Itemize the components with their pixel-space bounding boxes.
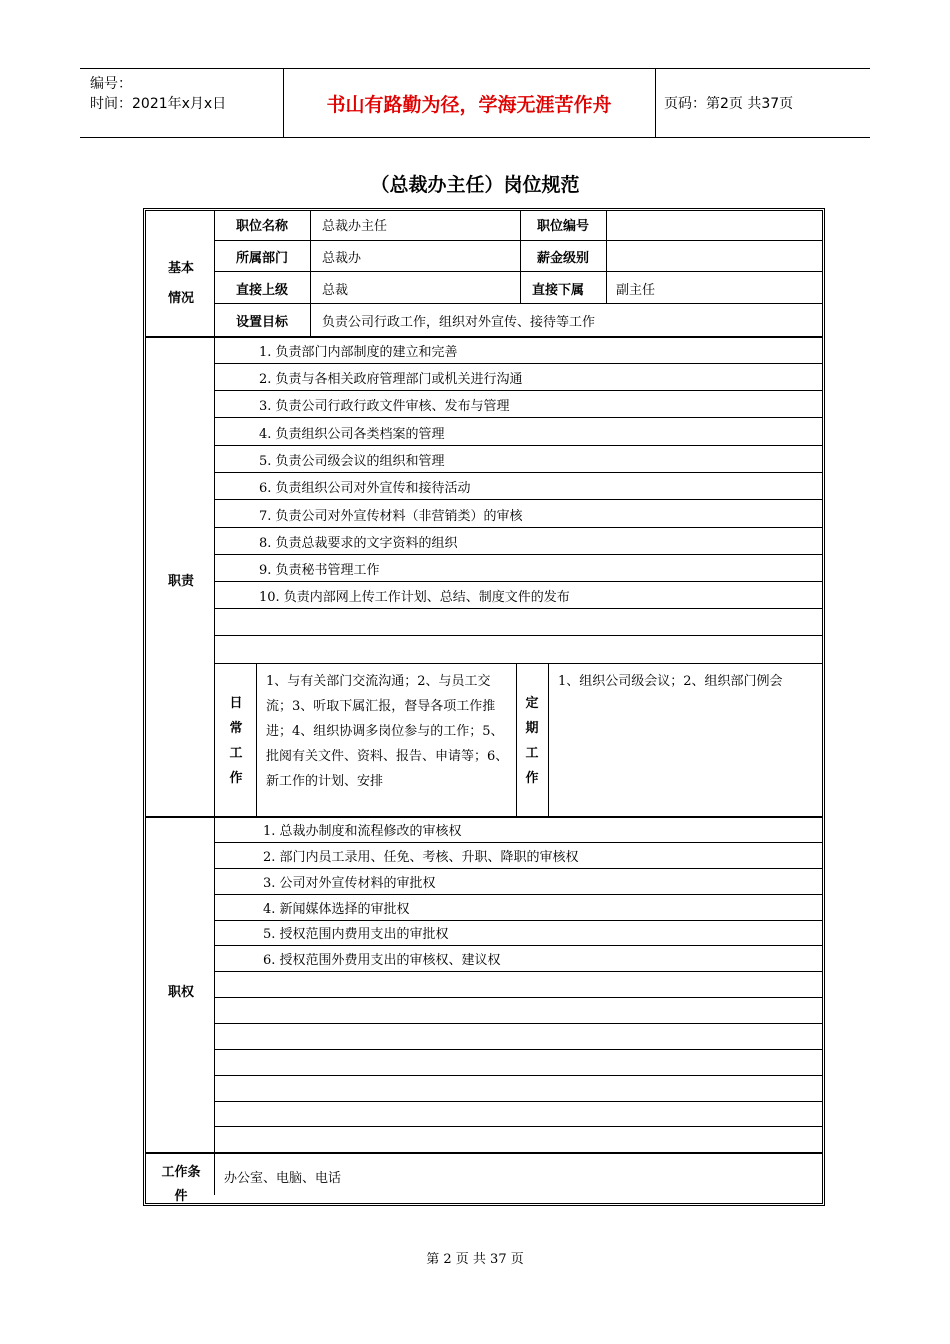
daily-work-text: 1、与有关部门交流沟通；2、与员工交流；3、听取下属汇报，督导各项工作推进；4、组织协调多岗位参与的工作；5、批阅有关文件、资料、报告、申请等；6、新工作的计划、安排 — [266, 674, 509, 789]
goal-value: 负责公司行政工作，组织对外宣传、接待等工作 — [322, 315, 596, 330]
periodic-work-label: 定 期 工 作 — [525, 696, 539, 786]
department-label: 所属部门 — [236, 251, 289, 266]
header-page-info: 页码：第2页 共37页 — [664, 96, 794, 112]
salary-label: 薪金级别 — [537, 251, 590, 266]
document-time: 时间：2021年x月x日 — [90, 96, 227, 112]
duty-item: 10. 负责内部网上传工作计划、总结、制度文件的发布 — [259, 590, 570, 605]
superior-label: 直接上级 — [236, 283, 289, 298]
page-title: （总裁办主任）岗位规范 — [370, 174, 580, 196]
job-spec-form — [143, 208, 825, 1206]
authority-item: 1. 总裁办制度和流程修改的审核权 — [263, 824, 462, 839]
subordinate-label: 直接下属 — [532, 283, 585, 298]
goal-label: 设置目标 — [236, 315, 289, 330]
duty-item: 4. 负责组织公司各类档案的管理 — [259, 427, 445, 442]
duty-item: 6. 负责组织公司对外宣传和接待活动 — [259, 481, 471, 496]
header-meta — [80, 69, 284, 137]
authority-item: 5. 授权范围内费用支出的审批权 — [263, 927, 449, 942]
page-footer: 第 2 页 共 37 页 — [426, 1252, 524, 1267]
superior-value: 总裁 — [322, 283, 349, 298]
authority-item: 2. 部门内员工录用、任免、考核、升职、降职的审核权 — [263, 850, 579, 865]
authority-item: 3. 公司对外宣传材料的审批权 — [263, 876, 436, 891]
duty-item: 1. 负责部门内部制度的建立和完善 — [259, 345, 458, 360]
duty-item: 2. 负责与各相关政府管理部门或机关进行沟通 — [259, 372, 523, 387]
duty-item: 5. 负责公司级会议的组织和管理 — [259, 454, 445, 469]
daily-work-label: 日 常 工 作 — [229, 696, 243, 786]
section-divider — [214, 211, 215, 1195]
department-value: 总裁办 — [322, 251, 362, 266]
duty-item: 9. 负责秘书管理工作 — [259, 563, 380, 578]
position-code-label: 职位编号 — [537, 219, 590, 234]
conditions-value: 办公室、电脑、电话 — [224, 1171, 342, 1186]
duty-item: 3. 负责公司行政行政文件审核、发布与管理 — [259, 399, 510, 414]
authority-item: 4. 新闻媒体选择的审批权 — [263, 902, 410, 917]
authority-section-label: 职权 — [167, 985, 194, 1000]
periodic-work-text: 1、组织公司级会议；2、组织部门例会 — [558, 674, 783, 689]
duty-item: 7. 负责公司对外宣传材料（非营销类）的审核 — [259, 509, 523, 524]
subordinate-value: 副主任 — [616, 283, 656, 298]
header-motto: 书山有路勤为径，学海无涯苦作舟 — [283, 69, 656, 137]
position-name-value: 总裁办主任 — [322, 219, 388, 234]
document-header — [80, 68, 870, 138]
conditions-section-label: 工作条 件 — [161, 1165, 201, 1204]
duties-section-label: 职责 — [167, 574, 194, 589]
position-name-label: 职位名称 — [236, 219, 289, 234]
basic-section-label: 基本 情况 — [167, 261, 194, 306]
authority-item: 6. 授权范围外费用支出的审核权、建议权 — [263, 953, 501, 968]
document-number-label: 编号： — [90, 76, 132, 92]
duty-item: 8. 负责总裁要求的文字资料的组织 — [259, 536, 458, 551]
